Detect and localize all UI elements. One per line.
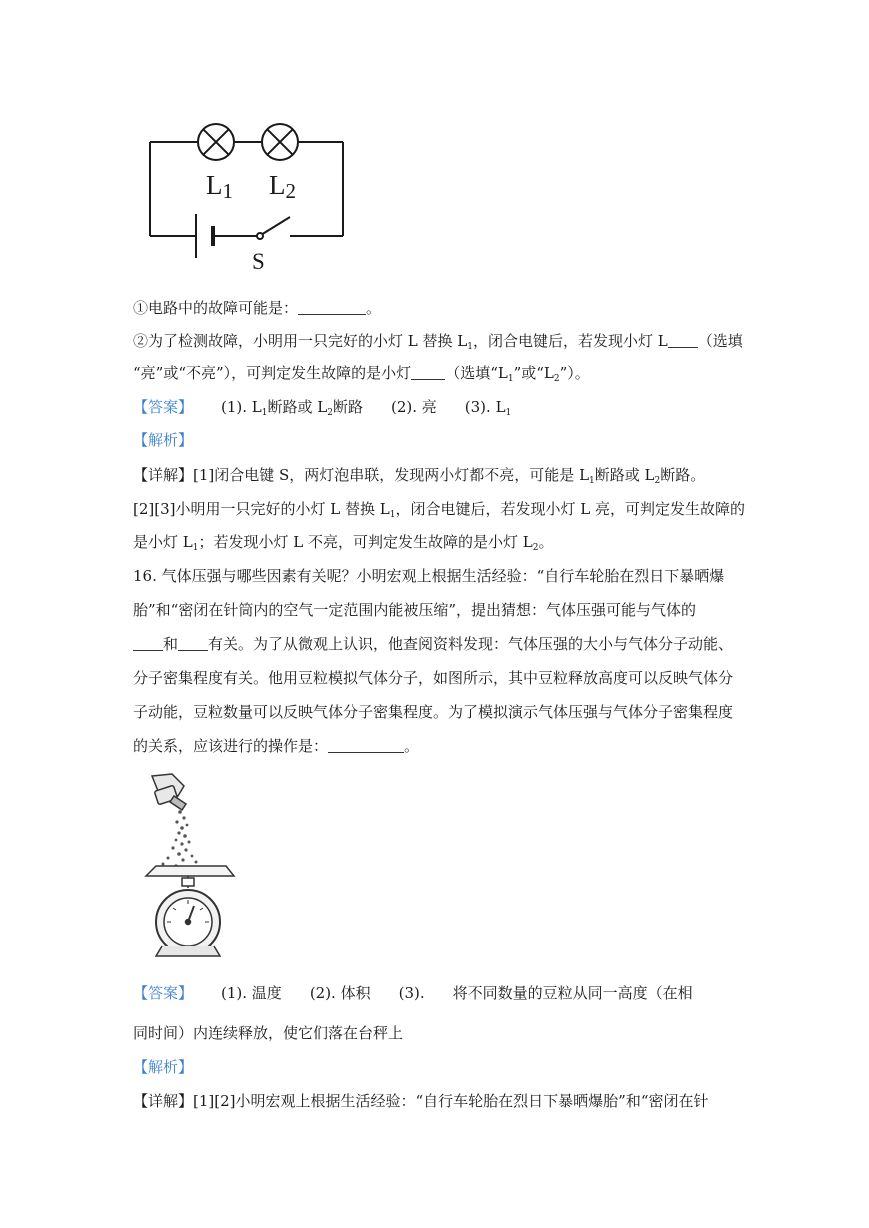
circuit-diagram	[140, 115, 355, 275]
q16-line6: 的关系，应该进行的操作是： 。	[133, 737, 420, 755]
q15-part2: ②为了检测故障，小明用一只完好的小灯 L 替换 $L_1$，闭合电键后，若发现小灯 L （选填	[133, 332, 743, 352]
lamp-l2-icon	[262, 124, 298, 160]
answer-tag: 【答案】	[133, 398, 194, 416]
q15-detail-2: [2][3]小明用一只完好的小灯 L 替换 $L_1$，闭合电键后，若发现小灯 L 亮，可判定发生故障的	[133, 500, 745, 520]
q15-detail-1: 【详解】[1]闭合电键 S，两灯泡串联，发现两小灯都不亮，可能是 $L_1$断路或 $L_2$断路。	[133, 466, 706, 486]
falling-beans-icon	[162, 810, 206, 869]
q16-detail-1: 【详解】[1][2]小明宏观上根据生活经验：“自行车轮胎在烈日下暴晒爆胎”和“密闭在针	[133, 1092, 709, 1110]
q15-answer: 【答案】 (1). $L_1$断路或 $L_2$断路 (2). 亮 (3). $L_1$	[133, 398, 512, 418]
answer-tag: 【答案】	[133, 984, 194, 1002]
hand-pouring-icon	[152, 774, 186, 810]
q15-part2-cont: “亮”或“不亮”），可判定发生故障的是小灯 （选填“$L_1$”或“$L_2$”）。	[133, 364, 590, 384]
q15-analysis-tag: 【解析】	[133, 431, 194, 449]
q16-line2: 胎”和“密闭在针筒内的空气一定范围内能被压缩”，提出猜想：气体压强可能与气体的	[133, 601, 697, 619]
switch-icon	[257, 217, 290, 239]
beans-scale-illustration	[138, 770, 238, 960]
lamp-l2-label: L2	[269, 170, 296, 203]
scale-icon	[146, 866, 234, 956]
q16-line5: 子动能，豆粒数量可以反映气体分子密集程度。为了模拟演示气体压强与气体分子密集程度	[133, 703, 734, 721]
q16-answer: 【答案】 (1). 温度 (2). 体积 (3). 将不同数量的豆粒从同一高度（在相	[133, 984, 693, 1002]
switch-label: S	[252, 249, 265, 274]
lamp-l1-label: L1	[206, 170, 233, 203]
q15-part1: ①电路中的故障可能是： 。	[133, 299, 382, 317]
detail-tag: 【详解】	[133, 466, 194, 484]
q16-line3: 和 有关。为了从微观上认识，他查阅资料发现：气体压强的大小与气体分子动能、	[133, 634, 733, 654]
q16-line1: 16. 气体压强与哪些因素有关呢？小明宏观上根据生活经验：“自行车轮胎在烈日下暴晒爆	[133, 567, 725, 585]
q16-analysis-tag: 【解析】	[133, 1058, 194, 1076]
q16-line4: 分子密集程度有关。他用豆粒模拟气体分子，如图所示，其中豆粒释放高度可以反映气体分	[133, 669, 734, 687]
battery-icon	[196, 214, 213, 258]
detail-tag: 【详解】	[133, 1092, 194, 1110]
q15-detail-3: 是小灯 $L_1$；若发现小灯 L 不亮，可判定发生故障的是小灯 $L_2$。	[133, 533, 554, 553]
lamp-l1-icon	[198, 124, 234, 160]
q16-answer-cont: 同时间）内连续释放，使它们落在台秤上	[133, 1024, 404, 1042]
